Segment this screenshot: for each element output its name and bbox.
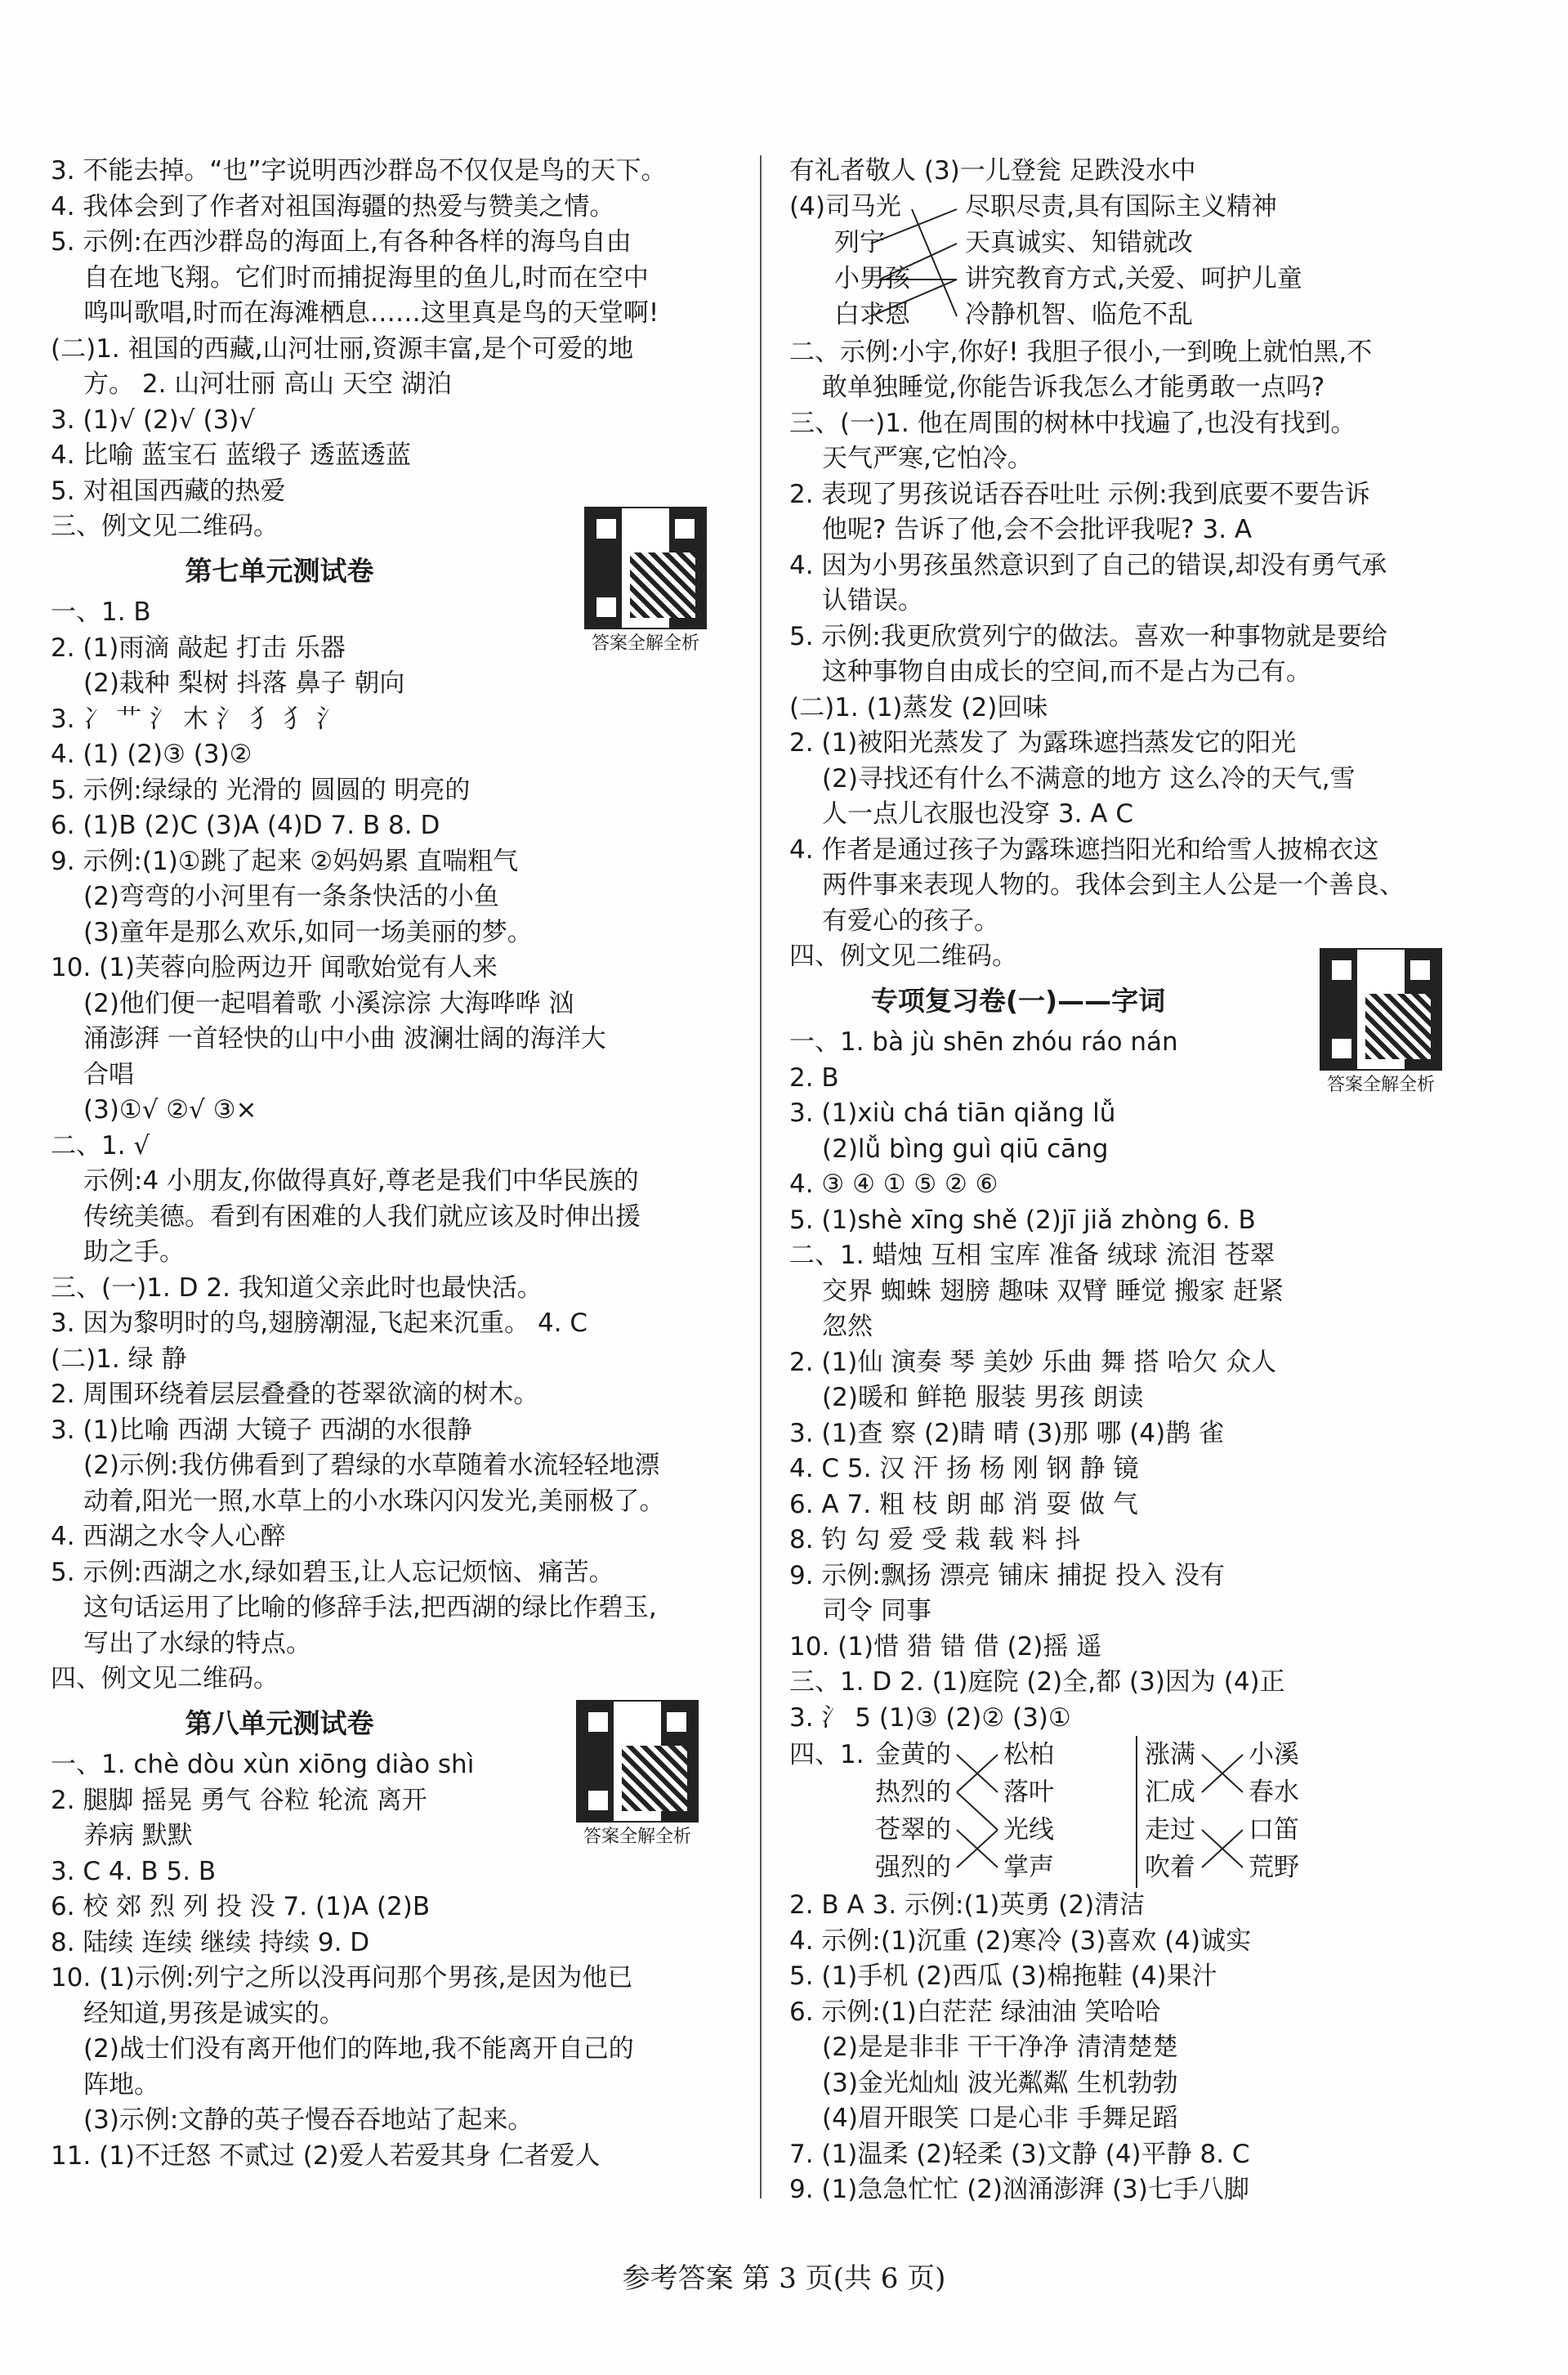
answer-line: 忽然 xyxy=(822,1312,873,1341)
match2-left-b: 吹着 xyxy=(1145,1853,1195,1882)
qr-block-unit8[interactable] xyxy=(572,1700,703,1849)
answer-line: 6. A 7. 粗 枝 朗 邮 消 耍 做 气 xyxy=(789,1489,1138,1519)
answer-line: 11. (1)不迁怒 不贰过 (2)爱人若爱其身 仁者爱人 xyxy=(51,2140,601,2171)
answer-line: 4. 作者是通过孩子为露珠遮挡阳光和给雪人披棉衣这 xyxy=(789,834,1379,865)
answer-line: 经知道,男孩是诚实的。 xyxy=(83,1998,345,2028)
answer-line: 传统美德。看到有困难的人我们就应该及时伸出援 xyxy=(83,1201,641,1232)
left-column xyxy=(51,154,770,2174)
answer-line: 一、1. chè dòu xùn xiōng diào shì xyxy=(51,1750,475,1779)
answer-line: (2)暖和 鲜艳 服装 男孩 朗读 xyxy=(822,1383,1144,1412)
right-section-review xyxy=(789,1025,1508,1736)
match2-left-a: 苍翠的 xyxy=(875,1815,951,1845)
answer-line: 三、1. D 2. (1)庭院 (2)全,都 (3)因为 (4)正 xyxy=(789,1667,1285,1697)
answer-line: (二)1. 祖国的西藏,山河壮丽,资源丰富,是个可爱的地 xyxy=(51,333,634,364)
answer-line: 自在地飞翔。它们时而捕捉海里的鱼儿,时而在空中 xyxy=(83,262,649,293)
answer-line: 4. C 5. 汉 汗 扬 杨 刚 钢 静 镜 xyxy=(789,1454,1139,1483)
matching-exercise-words xyxy=(789,1736,1508,1888)
answer-line: (3)①√ ②√ ③× xyxy=(83,1095,257,1125)
left-section-unit6-tail xyxy=(51,154,770,545)
match-right-item: 讲究教育方式,关爱、呵护儿童 xyxy=(965,263,1302,293)
answer-line: 认错误。 xyxy=(822,586,923,615)
answer-line: 6. 校 郊 烈 列 投 没 7. (1)A (2)B xyxy=(51,1892,431,1921)
answer-line: 3. (1)查 察 (2)睛 晴 (3)那 哪 (4)鹊 雀 xyxy=(789,1418,1225,1448)
answer-line: (3)示例:文静的英子慢吞吞地站了起来。 xyxy=(83,2105,534,2135)
answer-line: 2. (1)雨滴 敲起 打击 乐器 xyxy=(51,633,346,663)
answer-line: 3. 冫 艹 氵 木 氵 犭 犭 氵 xyxy=(51,704,342,734)
match2-right-a: 松柏 xyxy=(1003,1740,1054,1769)
answer-line: 4. 我体会到了作者对祖国海疆的热爱与赞美之情。 xyxy=(51,191,615,221)
answer-line: 9. 示例:(1)①跳了起来 ②妈妈累 直喘粗气 xyxy=(51,846,519,876)
match2-left-a: 强烈的 xyxy=(875,1853,951,1882)
answer-line: (二)1. (1)蒸发 (2)回味 xyxy=(789,692,1048,722)
match2-left-b: 走过 xyxy=(1145,1815,1195,1845)
answer-line: 三、例文见二维码。 xyxy=(51,512,279,541)
answer-line: (2)lǚ bìng guì qiū cāng xyxy=(822,1134,1109,1164)
answer-line: 方。 2. 山河壮丽 高山 天空 湖泊 xyxy=(83,369,452,399)
answer-line: 这种事物自由成长的空间,而不是占为己有。 xyxy=(822,657,1311,687)
answer-line: 鸣叫歌唱,时而在海滩栖息……这里真是鸟的天堂啊! xyxy=(83,298,659,328)
answer-line: 4. ③ ④ ① ⑤ ② ⑥ xyxy=(789,1170,998,1199)
answer-line: 5. (1)手机 (2)西瓜 (3)棉拖鞋 (4)果汁 xyxy=(789,1961,1217,1991)
answer-line: 4. (1) (2)③ (3)② xyxy=(51,740,252,769)
answer-line: 2. 表现了男孩说话吞吞吐吐 示例:我到底要不要告诉 xyxy=(789,479,1370,509)
match-right-item: 尽职尽责,具有国际主义精神 xyxy=(965,191,1277,221)
match2-left-b: 涨满 xyxy=(1145,1740,1195,1769)
right-section-review-tail xyxy=(789,1888,1508,2208)
match-left-item: (4)司马光 xyxy=(789,191,901,221)
answer-line: (二)1. 绿 静 xyxy=(51,1344,187,1374)
answer-line: 助之手。 xyxy=(83,1237,185,1267)
answer-line: 四、例文见二维码。 xyxy=(789,942,1017,971)
match2-left-a: 金黄的 xyxy=(875,1740,951,1769)
page-footer: 参考答案 第 3 页(共 6 页) xyxy=(622,2262,946,2295)
answer-line: 二、1. √ xyxy=(51,1130,150,1161)
answer-line: 2. B A 3. 示例:(1)英勇 (2)清洁 xyxy=(789,1890,1146,1920)
match2-left-b: 汇成 xyxy=(1145,1778,1195,1807)
answer-line: 动着,阳光一照,水草上的小水珠闪闪发光,美丽极了。 xyxy=(83,1486,665,1516)
answer-line: 6. (1)B (2)C (3)A (4)D 7. B 8. D xyxy=(51,811,440,840)
answer-line: 二、1. 蜡烛 互相 宝库 准备 绒球 流泪 苍翠 xyxy=(789,1241,1275,1270)
answer-line: 2. B xyxy=(789,1062,839,1093)
answer-line: 一、1. bà jù shēn zhóu ráo nán xyxy=(789,1027,1178,1057)
match-right-item: 天真诚实、知错就改 xyxy=(965,227,1193,257)
qr-caption: 答案全解全析 xyxy=(583,1827,691,1847)
answer-line: (3)金光灿灿 波光粼粼 生机勃勃 xyxy=(822,2068,1178,2098)
answer-line: (2)栽种 梨树 抖落 鼻子 朝向 xyxy=(83,669,405,698)
answer-line: 2. 周围环绕着层层叠叠的苍翠欲滴的树木。 xyxy=(51,1380,539,1409)
answer-line: 5. (1)shè xīng shě (2)jī jiǎ zhòng 6. B xyxy=(789,1205,1256,1235)
review-title: 专项复习卷(一)——字词 xyxy=(870,984,1166,1017)
answer-line: 他呢? 告诉了他,会不会批评我呢? 3. A xyxy=(822,515,1253,544)
answer-line: 交界 蜘蛛 翅膀 趣味 双臂 睡觉 搬家 赶紧 xyxy=(822,1276,1284,1306)
answer-line: 9. (1)急急忙忙 (2)汹涌澎湃 (3)七手八脚 xyxy=(789,2175,1249,2204)
answer-line: (2)弯弯的小河里有一条条快活的小鱼 xyxy=(83,882,499,911)
answer-line: 2. (1)被阳光蒸发了 为露珠遮挡蒸发它的阳光 xyxy=(789,728,1297,758)
answer-line: 写出了水绿的特点。 xyxy=(83,1628,311,1658)
answer-line: 阵地。 xyxy=(83,2069,159,2100)
answer-line: (2)是是非非 干干净净 清清楚楚 xyxy=(822,2033,1178,2062)
answer-line: 合唱 xyxy=(83,1059,134,1089)
answer-line: 示例:4 小朋友,你做得真好,尊老是我们中华民族的 xyxy=(83,1166,639,1196)
answer-line: (2)寻找还有什么不满意的地方 这么冷的天气,雪 xyxy=(822,763,1356,794)
match2-right-b: 口笛 xyxy=(1249,1815,1299,1845)
answer-line: 4. 示例:(1)沉重 (2)寒冷 (3)喜欢 (4)诚实 xyxy=(789,1925,1252,1956)
answer-line: 10. (1)芙蓉向脸两边开 闻歌始觉有人来 xyxy=(51,953,498,982)
right-section-unit8-tail xyxy=(789,335,1508,975)
qr-block-unit7[interactable] xyxy=(580,507,711,655)
answer-line: 5. 示例:西湖之水,绿如碧玉,让人忘记烦恼、痛苦。 xyxy=(51,1557,614,1587)
answer-line: 一、1. B xyxy=(51,597,151,627)
answer-line: 8. 钓 勾 爱 受 栽 载 料 抖 xyxy=(789,1525,1081,1554)
unit8-title: 第八单元测试卷 xyxy=(185,1706,374,1739)
answer-line: 三、(一)1. 他在周围的树林中找遍了,也没有找到。 xyxy=(789,408,1356,438)
answer-line: (4)眉开眼笑 口是心非 手舞足蹈 xyxy=(822,2104,1178,2133)
qr-code-icon[interactable] xyxy=(576,1700,699,1823)
answer-line: 司令 同事 xyxy=(822,1596,931,1626)
answer-line: 人一点儿衣服也没穿 3. A C xyxy=(822,799,1133,829)
answer-line: 3. 氵 5 (1)③ (2)② (3)① xyxy=(789,1702,1071,1733)
qr-caption: 答案全解全析 xyxy=(591,633,699,654)
match-right-item: 冷静机智、临危不乱 xyxy=(965,299,1193,329)
match2-right-b: 春水 xyxy=(1249,1778,1299,1807)
answer-line: 5. 示例:我更欣赏列宁的做法。喜欢一种事物就是要给 xyxy=(789,621,1387,651)
match-left-item: 列宁 xyxy=(834,227,885,257)
answer-line: 10. (1)惜 猎 错 借 (2)摇 遥 xyxy=(789,1631,1102,1662)
answer-line: (2)他们便一起唱着歌 小溪淙淙 大海哗哗 汹 xyxy=(83,988,574,1018)
answer-line: 3. 不能去掉。“也”字说明西沙群岛不仅仅是鸟的天下。 xyxy=(51,156,667,186)
match-left-item: 白求恩 xyxy=(834,299,910,329)
answer-line: 有礼者敬人 (3)一儿登瓮 足跌没水中 xyxy=(789,156,1196,186)
qr-caption: 答案全解全析 xyxy=(1326,1075,1435,1095)
unit7-title: 第七单元测试卷 xyxy=(185,554,374,587)
answer-line: 2. 腿脚 摇晃 勇气 谷粒 轮流 离开 xyxy=(51,1785,427,1815)
answer-line: 这句话运用了比喻的修辞手法,把西湖的绿比作碧玉, xyxy=(83,1593,657,1622)
answer-line: 7. (1)温柔 (2)轻柔 (3)文静 (4)平静 8. C xyxy=(789,2139,1250,2169)
answer-line: 天气严寒,它怕冷。 xyxy=(822,444,1033,473)
match2-left-a: 热烈的 xyxy=(875,1778,951,1807)
answer-line: (2)示例:我仿佛看到了碧绿的水草随着水流轻轻地漂 xyxy=(83,1451,660,1480)
answer-line: 涌澎湃 一首轻快的山中小曲 波澜壮阔的海洋大 xyxy=(83,1024,606,1053)
match2-right-a: 落叶 xyxy=(1003,1778,1054,1807)
answer-line: 6. 示例:(1)白茫茫 绿油油 笑哈哈 xyxy=(789,1997,1161,2027)
answer-line: 有爱心的孩子。 xyxy=(822,906,999,936)
match-left-item: 小男孩 xyxy=(834,263,910,293)
answer-line: 5. 对祖国西藏的热爱 xyxy=(51,476,286,506)
match2-right-b: 荒野 xyxy=(1249,1853,1299,1882)
answer-line: 3. C 4. B 5. B xyxy=(51,1856,217,1886)
match2-right-b: 小溪 xyxy=(1249,1740,1299,1769)
answer-line: 养病 默默 xyxy=(83,1821,193,1850)
answer-line: 二、示例:小宇,你好! 我胆子很小,一到晚上就怕黑,不 xyxy=(789,337,1373,367)
answer-line: 4. 因为小男孩虽然意识到了自己的错误,却没有勇气承 xyxy=(789,550,1387,580)
answer-line: 9. 示例:飘扬 漂亮 铺床 捕捉 投入 没有 xyxy=(789,1560,1226,1590)
answer-line: 四、例文见二维码。 xyxy=(51,1664,279,1693)
answer-line: 4. 西湖之水令人心醉 xyxy=(51,1522,286,1551)
answer-line: 4. 比喻 蓝宝石 蓝缎子 透蓝透蓝 xyxy=(51,441,411,470)
answer-line: 3. (1)xiù chá tiān qiǎng lǚ xyxy=(789,1098,1116,1128)
answer-line: 3. (1)比喻 西湖 大镜子 西湖的水很静 xyxy=(51,1415,472,1445)
answer-line: 两件事来表现人物的。我体会到主人公是一个善良、 xyxy=(822,870,1405,900)
answer-line: 2. (1)仙 演奏 琴 美妙 乐曲 舞 搭 哈欠 众人 xyxy=(789,1347,1277,1377)
left-section-unit7 xyxy=(51,595,770,1697)
answer-line: 敢单独睡觉,你能告诉我怎么才能勇敢一点吗? xyxy=(822,373,1325,402)
answer-line: (2)战士们没有离开他们的阵地,我不能离开自己的 xyxy=(83,2034,634,2064)
answer-line: 10. (1)示例:列宁之所以没再问那个男孩,是因为他已 xyxy=(51,1963,633,1993)
match2-right-a: 光线 xyxy=(1003,1815,1054,1845)
answer-line: 8. 陆续 连续 继续 持续 9. D xyxy=(51,1927,370,1957)
answer-line: (3)童年是那么欢乐,如同一场美丽的梦。 xyxy=(83,917,533,947)
answer-line: 3. (1)√ (2)√ (3)√ xyxy=(51,405,256,435)
answer-line: 5. 示例:在西沙群岛的海面上,有各种各样的海鸟自由 xyxy=(51,227,632,257)
answer-line: 5. 示例:绿绿的 光滑的 圆圆的 明亮的 xyxy=(51,775,471,805)
qr-code-icon[interactable] xyxy=(584,507,707,629)
right-column xyxy=(789,154,1508,2208)
match2-right-a: 掌声 xyxy=(1003,1853,1054,1882)
answer-line: 3. 因为黎明时的鸟,翅膀潮湿,飞起来沉重。 4. C xyxy=(51,1308,588,1338)
matching-exercise-people xyxy=(789,190,1508,369)
match2-prefix: 四、1. xyxy=(789,1740,864,1769)
answer-line: 三、(一)1. D 2. 我知道父亲此时也最快活。 xyxy=(51,1272,543,1303)
